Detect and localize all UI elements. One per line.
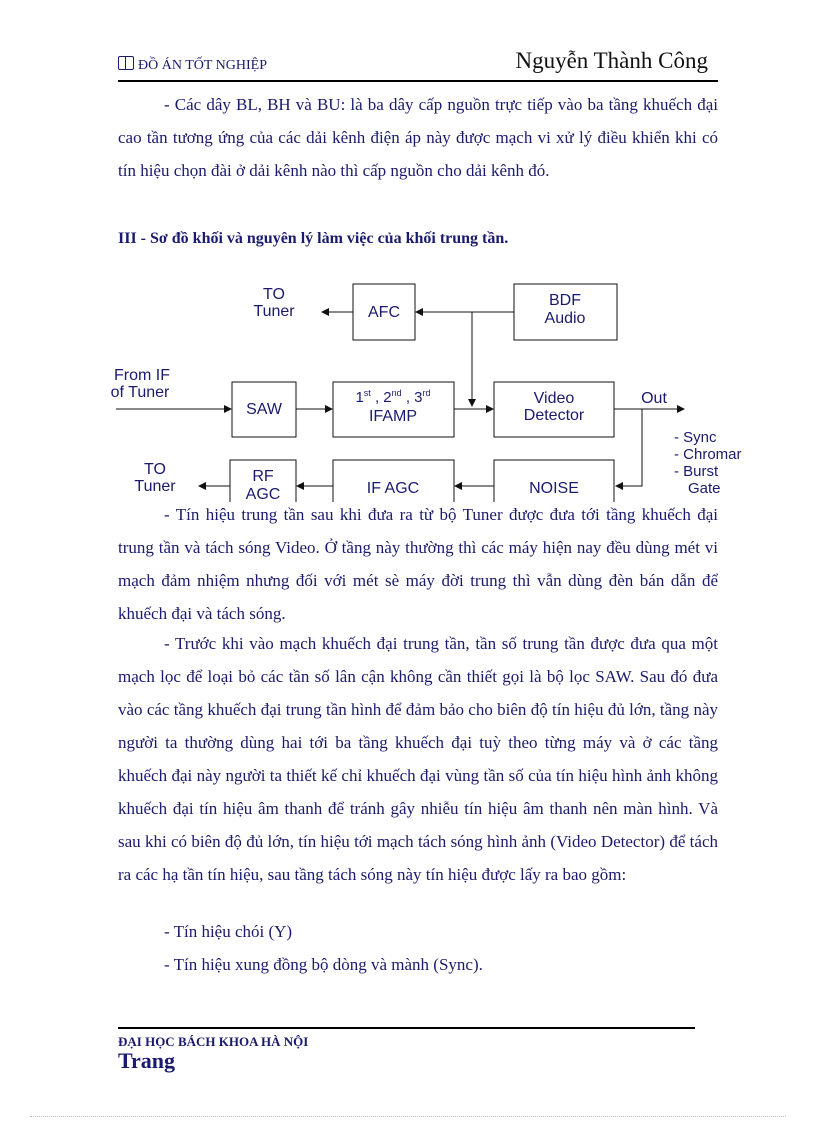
sync-item: - Sync: [674, 429, 717, 446]
ifamp-line1: 1st , 2nd , 3rd: [355, 388, 431, 406]
noise-label: NOISE: [529, 480, 579, 497]
book-icon: [118, 56, 134, 70]
from-if-2: of Tuner: [110, 384, 170, 401]
video-detector-2: Detector: [523, 407, 585, 424]
footer-university: ĐẠI HỌC BÁCH KHOA HÀ NỘI: [118, 1034, 309, 1049]
header-author: Nguyễn Thành Công: [515, 48, 708, 73]
section-heading: III - Sơ đồ khối và nguyên lý làm việc của khối trung tần.: [118, 230, 509, 247]
burst-item: - Burst: [674, 463, 719, 480]
paragraph-3: - Trước khi vào mạch khuếch đại trung tần, tần số trung tần được đưa qua một mạch lọc để loại bỏ các tần số lân cận không cần thiết gọi là bộ lọc SAW. Sau đó đưa vào các tầng khuếch đại trung tần hình để đảm bảo cho biên độ tín hiệu đủ lớn, tầng này người ta thường dùng hai tới ba tầng khuếch đại tuỳ theo từng máy và ở các tầng khuếch đại này người ta thiết kế chỉ khuếch đại vùng tần số của tín hiệu hình ảnh không khuếch đại tín hiệu âm thanh để tránh gây nhiễu tín hiệu âm thanh nên màn hình. Và sau khi có biên độ đủ lớn, tín hiệu tới mạch tách sóng hình ảnh (Video Detector) để tách ra các hạ tần tín hiệu, sau tầng tách sóng này tín hiệu được lấy ra bao gồm:: [118, 634, 718, 884]
rf-agc-1: RF: [252, 468, 274, 485]
gate-item: Gate: [688, 480, 721, 497]
out-label: Out: [641, 390, 667, 407]
ifamp-line2: IFAMP: [368, 408, 418, 425]
bullet-luma: - Tín hiệu chói (Y): [164, 922, 293, 941]
bdf-label-2: Audio: [544, 310, 586, 327]
paragraph-1: - Các dây BL, BH và BU: là ba dây cấp nguồn trực tiếp vào ba tầng khuếch đại cao tần tương ứng của các dải kênh điện áp này được mạch vi xử lý điều khiển khi có tín hiệu chọn đài ở dải kênh nào thì cấp nguồn cho dải kênh đó.: [118, 95, 718, 180]
if-agc-label: IF AGC: [366, 480, 420, 497]
video-detector-1: Video: [533, 390, 575, 407]
page-bottom-rule: [30, 1116, 786, 1117]
bdf-label-1: BDF: [549, 292, 581, 309]
to-tuner-top-2: Tuner: [253, 303, 295, 320]
afc-label: AFC: [368, 304, 400, 321]
header-title: ĐỒ ÁN TỐT NGHIỆP: [138, 58, 267, 73]
saw-label: SAW: [246, 401, 282, 418]
rf-agc-2: AGC: [245, 486, 281, 502]
to-tuner-top-1: TO: [263, 286, 285, 303]
to-tuner-bottom-1: TO: [144, 461, 166, 478]
from-if-1: From IF: [114, 367, 170, 384]
chromar-item: - Chromar: [674, 446, 742, 463]
footer-page-label: Trang: [118, 1048, 176, 1073]
paragraph-2: - Tín hiệu trung tần sau khi đưa ra từ bộ Tuner được đưa tới tầng khuếch đại trung tần và tách sóng Video. Ở tầng này thường thì các máy hiện nay đều dùng mét vi mạch đảm nhiệm nhưng đối với mét sè máy đời trung thì vẫn dùng đèn bán dẫn để khuếch đại và tách sóng.: [118, 505, 718, 623]
bullet-sync: - Tín hiệu xung đồng bộ dòng và mành (Sync).: [164, 955, 483, 974]
block-diagram: [96, 278, 760, 502]
to-tuner-bottom-2: Tuner: [134, 478, 176, 495]
header-left: [118, 56, 267, 74]
out-to-noise-line: [616, 409, 642, 486]
footer-divider: [118, 1027, 695, 1029]
page-header: [118, 48, 718, 82]
